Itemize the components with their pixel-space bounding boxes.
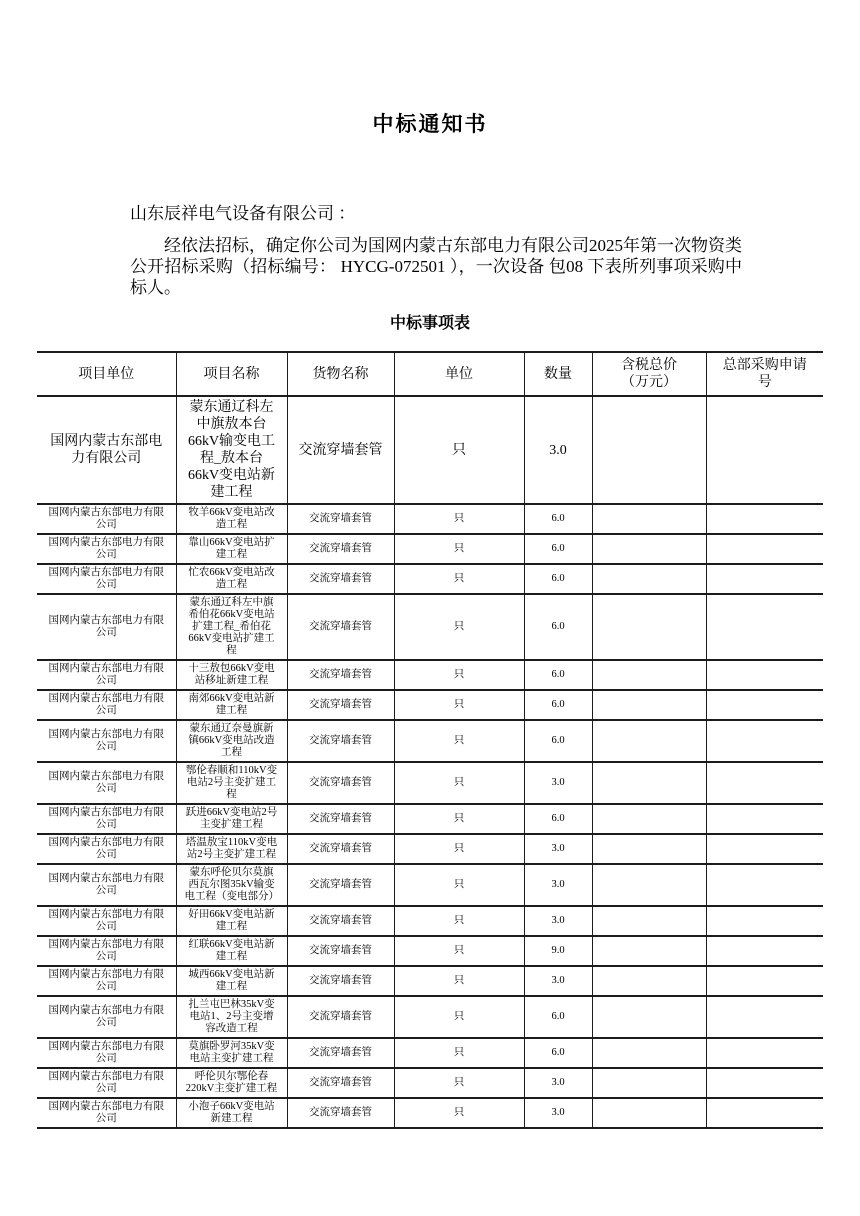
cell-total-price — [592, 906, 706, 936]
table-row — [37, 762, 823, 804]
cell-goods-name: 交流穿墙套管 — [287, 1098, 394, 1128]
cell-request-no — [706, 804, 823, 834]
cell-goods-name: 交流穿墙套管 — [287, 564, 394, 594]
cell-project-name: 蒙东通辽科左中旗敖本台66kV输变电工程_敖本台66kV变电站新建工程 — [176, 396, 287, 504]
cell-quantity: 3.0 — [524, 966, 592, 996]
cell-project-unit: 国网内蒙古东部电力有限公司 — [37, 1038, 176, 1068]
cell-total-price — [592, 966, 706, 996]
cell-quantity: 3.0 — [524, 906, 592, 936]
cell-total-price — [592, 690, 706, 720]
cell-project-unit: 国网内蒙古东部电力有限公司 — [37, 504, 176, 534]
cell-total-price — [592, 864, 706, 906]
cell-project-unit: 国网内蒙古东部电力有限公司 — [37, 720, 176, 762]
cell-total-price — [592, 1038, 706, 1068]
cell-project-name: 莫旗卧罗河35kV变电站主变扩建工程 — [176, 1038, 287, 1068]
cell-unit: 只 — [394, 966, 524, 996]
cell-project-name: 红联66kV变电站新建工程 — [176, 936, 287, 966]
cell-unit: 只 — [394, 864, 524, 906]
table-row — [37, 396, 823, 504]
cell-total-price — [592, 720, 706, 762]
table-row — [37, 864, 823, 906]
cell-goods-name: 交流穿墙套管 — [287, 966, 394, 996]
cell-project-name: 鄂伦春顺和110kV变电站2号主变扩建工程 — [176, 762, 287, 804]
cell-unit: 只 — [394, 504, 524, 534]
cell-project-unit: 国网内蒙古东部电力有限公司 — [37, 534, 176, 564]
header-row — [37, 352, 823, 396]
col-header-project-name: 项目名称 — [176, 352, 287, 396]
cell-quantity: 6.0 — [524, 534, 592, 564]
cell-unit: 只 — [394, 564, 524, 594]
cell-quantity: 6.0 — [524, 564, 592, 594]
cell-request-no — [706, 504, 823, 534]
cell-unit: 只 — [394, 594, 524, 660]
cell-unit: 只 — [394, 720, 524, 762]
cell-total-price — [592, 660, 706, 690]
cell-project-name: 呼伦贝尔鄂伦春220kV主变扩建工程 — [176, 1068, 287, 1098]
cell-goods-name: 交流穿墙套管 — [287, 762, 394, 804]
body-paragraph: 经依法招标，确定你公司为国网内蒙古东部电力有限公司2025年第一次物资类公开招标采购（招标编号： HYCG-072501 ），一次设备 包08 下表所列事项采购中标人。 — [130, 236, 742, 297]
cell-quantity: 6.0 — [524, 996, 592, 1038]
cell-request-no — [706, 594, 823, 660]
cell-request-no — [706, 966, 823, 996]
cell-request-no — [706, 996, 823, 1038]
cell-goods-name: 交流穿墙套管 — [287, 864, 394, 906]
cell-unit: 只 — [394, 1038, 524, 1068]
cell-total-price — [592, 834, 706, 864]
cell-project-unit: 国网内蒙古东部电力有限公司 — [37, 564, 176, 594]
table-row — [37, 1038, 823, 1068]
cell-goods-name: 交流穿墙套管 — [287, 804, 394, 834]
cell-project-name: 南郊66kV变电站新建工程 — [176, 690, 287, 720]
cell-unit: 只 — [394, 762, 524, 804]
table-row — [37, 504, 823, 534]
cell-goods-name: 交流穿墙套管 — [287, 534, 394, 564]
col-header-project-unit: 项目单位 — [37, 352, 176, 396]
table-row — [37, 690, 823, 720]
cell-project-unit: 国网内蒙古东部电力有限公司 — [37, 966, 176, 996]
table-title: 中标事项表 — [389, 315, 470, 332]
cell-project-name: 牧羊66kV变电站改造工程 — [176, 504, 287, 534]
col-header-unit: 单位 — [394, 352, 524, 396]
cell-goods-name: 交流穿墙套管 — [287, 1068, 394, 1098]
cell-total-price — [592, 762, 706, 804]
cell-project-unit: 国网内蒙古东部电力有限公司 — [37, 660, 176, 690]
cell-project-unit: 国网内蒙古东部电力有限公司 — [37, 864, 176, 906]
cell-request-no — [706, 660, 823, 690]
cell-project-unit: 国网内蒙古东部电力有限公司 — [37, 690, 176, 720]
cell-project-unit: 国网内蒙古东部电力有限公司 — [37, 996, 176, 1038]
cell-request-no — [706, 1038, 823, 1068]
cell-total-price — [592, 936, 706, 966]
table-row — [37, 660, 823, 690]
cell-request-no — [706, 1098, 823, 1128]
cell-goods-name: 交流穿墙套管 — [287, 396, 394, 504]
cell-quantity: 6.0 — [524, 504, 592, 534]
cell-quantity: 3.0 — [524, 834, 592, 864]
cell-total-price — [592, 504, 706, 534]
cell-project-name: 塔温敖宝110kV变电站2号主变扩建工程 — [176, 834, 287, 864]
cell-project-name: 忙农66kV变电站改造工程 — [176, 564, 287, 594]
cell-quantity: 6.0 — [524, 804, 592, 834]
cell-project-name: 小泡子66kV变电站新建工程 — [176, 1098, 287, 1128]
table-row — [37, 594, 823, 660]
cell-project-unit: 国网内蒙古东部电力有限公司 — [37, 906, 176, 936]
cell-project-name: 城西66kV变电站新建工程 — [176, 966, 287, 996]
cell-total-price — [592, 996, 706, 1038]
cell-quantity: 3.0 — [524, 396, 592, 504]
cell-request-no — [706, 564, 823, 594]
cell-total-price — [592, 534, 706, 564]
cell-unit: 只 — [394, 804, 524, 834]
cell-total-price — [592, 396, 706, 504]
cell-project-name: 扎兰屯巴林35kV变电站1、2号主变增容改造工程 — [176, 996, 287, 1038]
col-header-total-price: 含税总价（万元） — [592, 352, 706, 396]
cell-goods-name: 交流穿墙套管 — [287, 996, 394, 1038]
cell-goods-name: 交流穿墙套管 — [287, 834, 394, 864]
cell-total-price — [592, 1098, 706, 1128]
cell-goods-name: 交流穿墙套管 — [287, 504, 394, 534]
table-row — [37, 1098, 823, 1128]
table-row — [37, 834, 823, 864]
cell-total-price — [592, 1068, 706, 1098]
cell-unit: 只 — [394, 834, 524, 864]
cell-quantity: 3.0 — [524, 1068, 592, 1098]
table-row — [37, 936, 823, 966]
cell-quantity: 3.0 — [524, 864, 592, 906]
cell-total-price — [592, 564, 706, 594]
cell-goods-name: 交流穿墙套管 — [287, 594, 394, 660]
cell-project-unit: 国网内蒙古东部电力有限公司 — [37, 762, 176, 804]
cell-quantity: 6.0 — [524, 660, 592, 690]
cell-request-no — [706, 396, 823, 504]
addressee-line: 山东辰祥电气设备有限公司 ： — [130, 204, 356, 223]
cell-unit: 只 — [394, 936, 524, 966]
table-row — [37, 966, 823, 996]
cell-quantity: 6.0 — [524, 720, 592, 762]
table-row — [37, 804, 823, 834]
cell-unit: 只 — [394, 1098, 524, 1128]
cell-goods-name: 交流穿墙套管 — [287, 720, 394, 762]
cell-project-name: 十三敖包66kV变电站移址新建工程 — [176, 660, 287, 690]
cell-quantity: 3.0 — [524, 762, 592, 804]
cell-quantity: 6.0 — [524, 690, 592, 720]
table-row — [37, 534, 823, 564]
cell-project-name: 好田66kV变电站新建工程 — [176, 906, 287, 936]
table-row — [37, 906, 823, 936]
cell-total-price — [592, 804, 706, 834]
cell-request-no — [706, 1068, 823, 1098]
cell-goods-name: 交流穿墙套管 — [287, 660, 394, 690]
table-row — [37, 720, 823, 762]
cell-project-unit: 国网内蒙古东部电力有限公司 — [37, 594, 176, 660]
col-header-quantity: 数量 — [524, 352, 592, 396]
cell-project-name: 蒙东通辽奈曼旗新镇66kV变电站改造工程 — [176, 720, 287, 762]
cell-project-unit: 国网内蒙古东部电力有限公司 — [37, 1068, 176, 1098]
cell-unit: 只 — [394, 690, 524, 720]
cell-goods-name: 交流穿墙套管 — [287, 936, 394, 966]
table-row — [37, 996, 823, 1038]
cell-project-name: 蒙东通辽科左中旗希伯花66kV变电站扩建工程_希伯花66kV变电站扩建工程 — [176, 594, 287, 660]
cell-request-no — [706, 906, 823, 936]
table-row — [37, 1068, 823, 1098]
cell-goods-name: 交流穿墙套管 — [287, 906, 394, 936]
table-row — [37, 564, 823, 594]
cell-project-name: 跃进66kV变电站2号主变扩建工程 — [176, 804, 287, 834]
col-header-goods-name: 货物名称 — [287, 352, 394, 396]
cell-quantity: 6.0 — [524, 1038, 592, 1068]
cell-request-no — [706, 720, 823, 762]
cell-request-no — [706, 762, 823, 804]
cell-request-no — [706, 936, 823, 966]
cell-request-no — [706, 534, 823, 564]
cell-project-unit: 国网内蒙古东部电力有限公司 — [37, 936, 176, 966]
cell-unit: 只 — [394, 534, 524, 564]
cell-project-unit: 国网内蒙古东部电力有限公司 — [37, 396, 176, 504]
cell-goods-name: 交流穿墙套管 — [287, 1038, 394, 1068]
cell-unit: 只 — [394, 1068, 524, 1098]
col-header-request-no: 总部采购申请号 — [706, 352, 823, 396]
cell-total-price — [592, 594, 706, 660]
cell-unit: 只 — [394, 996, 524, 1038]
cell-request-no — [706, 834, 823, 864]
cell-project-name: 蒙东呼伦贝尔莫旗西瓦尔图35kV输变电工程（变电部分） — [176, 864, 287, 906]
cell-request-no — [706, 690, 823, 720]
cell-quantity: 9.0 — [524, 936, 592, 966]
cell-quantity: 6.0 — [524, 594, 592, 660]
cell-project-unit: 国网内蒙古东部电力有限公司 — [37, 1098, 176, 1128]
cell-unit: 只 — [394, 660, 524, 690]
cell-goods-name: 交流穿墙套管 — [287, 690, 394, 720]
cell-quantity: 3.0 — [524, 1098, 592, 1128]
cell-project-unit: 国网内蒙古东部电力有限公司 — [37, 834, 176, 864]
cell-request-no — [706, 864, 823, 906]
award-table — [37, 351, 823, 1129]
cell-unit: 只 — [394, 906, 524, 936]
cell-project-name: 靠山66kV变电站扩建工程 — [176, 534, 287, 564]
page-title: 中标通知书 — [372, 112, 488, 136]
cell-project-unit: 国网内蒙古东部电力有限公司 — [37, 804, 176, 834]
cell-unit: 只 — [394, 396, 524, 504]
